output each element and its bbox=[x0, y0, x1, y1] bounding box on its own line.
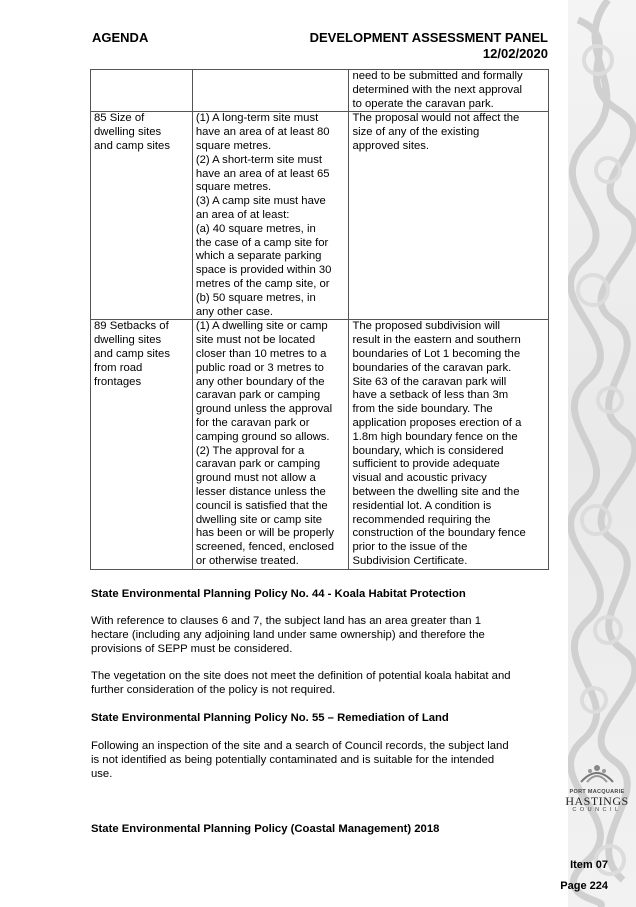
item-number: Item 07 bbox=[570, 859, 608, 871]
cell-line: screened, fenced, enclosed bbox=[195, 541, 334, 554]
cell-line: application proposes erection of a bbox=[352, 416, 522, 429]
table-row bbox=[91, 70, 549, 112]
cell-line: (2) The approval for a bbox=[195, 444, 305, 457]
cell-line: which a separate parking bbox=[195, 250, 322, 263]
text-line: The vegetation on the site does not meet the definition of potential koala habitat and bbox=[91, 670, 511, 682]
cell-line: The proposal would not affect the bbox=[352, 112, 520, 125]
cell-line: ground must not allow a bbox=[195, 472, 316, 485]
cell-line: 85 Size of bbox=[94, 112, 145, 125]
cell-line: metres of the camp site, or bbox=[195, 277, 330, 290]
table-cell bbox=[91, 320, 193, 570]
text-line: hectare (including any adjoining land under same ownership) and therefore the bbox=[91, 628, 485, 641]
cell-line: from road bbox=[94, 361, 143, 374]
cell-line: square metres. bbox=[195, 181, 272, 194]
panel-heading bbox=[310, 30, 548, 62]
cell-line: (b) 50 square metres, in bbox=[195, 291, 316, 304]
text-line: further consideration of the policy is not required. bbox=[91, 683, 336, 696]
cell-line: the case of a camp site for bbox=[195, 236, 329, 249]
table-cell bbox=[91, 70, 193, 112]
sepp44-para1 bbox=[91, 615, 541, 656]
table-cell bbox=[91, 112, 193, 320]
requirements-table bbox=[90, 69, 549, 570]
cell-line: between the dwelling site and the bbox=[352, 485, 520, 498]
cell-line: (2) A short-term site must bbox=[195, 153, 322, 166]
cell-line: caravan park or camping bbox=[195, 389, 321, 402]
sepp44-title: State Environmental Planning Policy No. 44 - Koala Habitat Protection bbox=[91, 588, 466, 600]
cell-line: approved sites. bbox=[352, 139, 430, 152]
panel-title: DEVELOPMENT ASSESSMENT PANEL bbox=[309, 30, 548, 45]
cell-line: boundary, which is considered bbox=[352, 444, 504, 457]
cell-line: ground unless the approval bbox=[195, 403, 333, 416]
council-logo bbox=[562, 762, 632, 813]
table-cell bbox=[349, 70, 549, 112]
cell-line: residential lot. A condition is bbox=[352, 499, 492, 512]
cell-line: an area of at least: bbox=[195, 208, 290, 221]
cell-line: any other boundary of the bbox=[195, 375, 325, 388]
cell-line: Subdivision Certificate. bbox=[352, 554, 468, 567]
cell-line: has been or will be properly bbox=[195, 527, 334, 540]
cell-line: for the caravan park or bbox=[195, 416, 310, 429]
cell-line: dwelling sites bbox=[94, 126, 162, 139]
cell-line: space is provided within 30 bbox=[195, 264, 332, 277]
cell-line: boundaries of Lot 1 becoming the bbox=[352, 347, 521, 360]
cell-line: recommended requiring the bbox=[352, 513, 491, 526]
cell-line: from the side boundary. The bbox=[352, 403, 493, 416]
cell-line: dwelling site or camp site bbox=[195, 513, 323, 526]
cell-line: or otherwise treated. bbox=[195, 554, 299, 567]
table-row bbox=[91, 320, 549, 570]
cell-line: closer than 10 metres to a bbox=[195, 347, 327, 360]
table-cell bbox=[349, 320, 549, 570]
cell-line: (1) A long-term site must bbox=[195, 112, 319, 125]
cell-line: (3) A camp site must have bbox=[195, 195, 326, 208]
cell-line: size of any of the existing bbox=[352, 126, 480, 139]
panel-date: 12/02/2020 bbox=[482, 46, 548, 61]
table-cell bbox=[192, 320, 349, 570]
cell-line: any other case. bbox=[195, 305, 274, 318]
cell-line: square metres. bbox=[195, 139, 272, 152]
cell-line: (a) 40 square metres, in bbox=[195, 222, 316, 235]
cell-line: council is satisfied that the bbox=[195, 499, 328, 512]
cell-line: and camp sites bbox=[94, 347, 170, 360]
text-line: With reference to clauses 6 and 7, the subject land has an area greater than 1 bbox=[91, 615, 481, 627]
cell-line: sufficient to provide adequate bbox=[352, 458, 500, 471]
cell-line: result in the eastern and southern bbox=[352, 334, 521, 347]
logo-mark-icon bbox=[577, 762, 617, 784]
cell-line: Site 63 of the caravan park will bbox=[352, 375, 507, 388]
sepp55-para1 bbox=[91, 740, 541, 781]
table-row bbox=[91, 112, 549, 320]
coastal-title: State Environmental Planning Policy (Coastal Management) 2018 bbox=[91, 823, 440, 835]
cell-line: caravan park or camping bbox=[195, 458, 321, 471]
cell-line: (1) A dwelling site or camp bbox=[195, 320, 328, 333]
table-cell bbox=[192, 112, 349, 320]
cell-line: visual and acoustic privacy bbox=[352, 472, 487, 485]
table-cell bbox=[192, 70, 349, 112]
logo-sub-text: COUNCIL bbox=[572, 807, 622, 813]
cell-line: camping ground so allows. bbox=[195, 430, 330, 443]
cell-line: construction of the boundary fence bbox=[352, 527, 526, 540]
cell-line: boundaries of the caravan park. bbox=[352, 361, 512, 374]
cell-line: have an area of at least 65 bbox=[195, 167, 330, 180]
agenda-heading: AGENDA bbox=[92, 30, 149, 45]
cell-line: 1.8m high boundary fence on the bbox=[352, 430, 518, 443]
sepp44-para2 bbox=[91, 670, 541, 698]
cell-line: prior to the issue of the bbox=[352, 541, 468, 554]
text-line: Following an inspection of the site and a search of Council records, the subject land bbox=[91, 740, 509, 752]
logo-main-text: HASTINGS bbox=[565, 794, 629, 808]
cell-line: lesser distance unless the bbox=[195, 485, 326, 498]
cell-line: determined with the next approval bbox=[352, 83, 522, 96]
text-line: provisions of SEPP must be considered. bbox=[91, 642, 293, 655]
text-line: use. bbox=[91, 767, 113, 780]
cell-line: to operate the caravan park. bbox=[352, 97, 494, 110]
cell-line: have a setback of less than 3m bbox=[352, 389, 509, 402]
cell-line: site must not be located bbox=[195, 334, 316, 347]
cell-line: public road or 3 metres to bbox=[195, 361, 324, 374]
page-number: Page 224 bbox=[560, 880, 608, 892]
text-line: is not identified as being potentially contaminated and is suitable for the intended bbox=[91, 753, 495, 766]
cell-line: and camp sites bbox=[94, 139, 170, 152]
cell-line: dwelling sites bbox=[94, 334, 162, 347]
logo-top-text: PORT MACQUARIE bbox=[569, 789, 625, 795]
sepp55-title: State Environmental Planning Policy No. 55 – Remediation of Land bbox=[91, 712, 449, 724]
cell-line: need to be submitted and formally bbox=[352, 70, 523, 82]
cell-line: The proposed subdivision will bbox=[352, 320, 501, 333]
cell-line: frontages bbox=[94, 375, 142, 388]
cell-line: 89 Setbacks of bbox=[94, 320, 169, 333]
table-cell bbox=[349, 112, 549, 320]
cell-line: have an area of at least 80 bbox=[195, 126, 330, 139]
